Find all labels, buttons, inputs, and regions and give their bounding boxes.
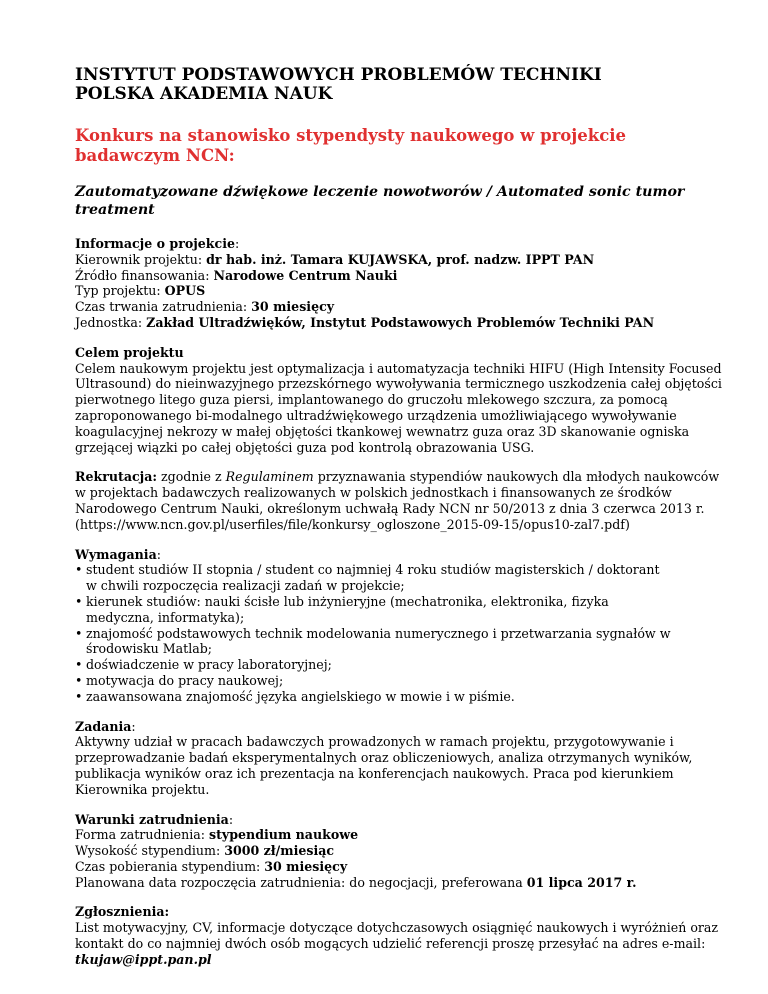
condition-row bbox=[75, 859, 728, 875]
tasks-heading: Zadania bbox=[75, 718, 132, 734]
project-info-heading: Informacje o projekcie bbox=[75, 236, 235, 251]
info-label: Typ projektu: bbox=[75, 283, 165, 299]
info-row bbox=[75, 252, 728, 268]
list-item bbox=[75, 562, 728, 594]
requirements-section bbox=[75, 547, 728, 705]
contest-title: Konkurs na stanowisko stypendysty naukowego w projekcie badawczym NCN: bbox=[75, 126, 627, 165]
condition-row bbox=[75, 843, 728, 859]
list-item-text: kierunek studiów: nauki ścisłe lub inżynieryjne (mechatronika, elektronika, fizyka bbox=[86, 593, 609, 609]
goal-line: Celem naukowym projektu jest optymalizacja i automatyzacja techniki HIFU (High Intensity Focused bbox=[75, 360, 722, 376]
condition-value: stypendium naukowe bbox=[209, 827, 359, 843]
list-item bbox=[75, 689, 728, 705]
tasks-line: publikacja wyników oraz ich prezentacja na konferencjach naukowych. Praca pod kierunkiem bbox=[75, 765, 674, 781]
goal-line: grzejącej wiązki po całej objętości guza pod kontrolą obrazowania USG. bbox=[75, 439, 535, 455]
heading-colon: : bbox=[156, 546, 161, 562]
applications-line: kontakt do co najmniej dwóch osób mogących udzielić referencji proszę przesyłać na adres e-mail: bbox=[75, 936, 706, 952]
applications-line: List motywacyjny, CV, informacje dotyczące dotychczasowych osiągnięć naukowych i wyróżnień oraz bbox=[75, 920, 719, 936]
list-item-text: doświadczenie w pracy laboratoryjnej; bbox=[86, 657, 332, 673]
list-item-text: w chwili rozpoczęcia realizacji zadań w projekcie; bbox=[86, 578, 405, 594]
institute-name: INSTYTUT PODSTAWOWYCH PROBLEMÓW TECHNIKI bbox=[75, 65, 602, 85]
heading-colon: : bbox=[228, 811, 234, 827]
heading-colon: : bbox=[131, 718, 136, 734]
info-value: Zakład Ultradźwięków, Instytut Podstawowych Problemów Techniki PAN bbox=[146, 314, 655, 330]
bullet-icon: • bbox=[75, 593, 83, 609]
requirements-list bbox=[75, 562, 728, 704]
condition-row bbox=[75, 827, 728, 843]
bullet-icon: • bbox=[75, 625, 83, 641]
tasks-section bbox=[75, 719, 728, 798]
condition-label: Forma zatrudnienia: bbox=[75, 827, 209, 843]
tasks-line: Aktywny udział w pracach badawczych prowadzonych w ramach projektu, przygotowywanie i bbox=[75, 734, 674, 750]
recruitment-line: w projektach badawczych realizowanych w polskich jednostkach i finansowanych ze środków bbox=[75, 485, 672, 501]
list-item bbox=[75, 594, 728, 626]
info-value: OPUS bbox=[164, 283, 206, 299]
list-item-text: znajomość podstawowych technik modelowania numerycznego i przetwarzania sygnałów w bbox=[86, 625, 671, 641]
goal-heading: Celem projektu bbox=[75, 344, 184, 360]
goal-section bbox=[75, 345, 728, 456]
list-item bbox=[75, 657, 728, 673]
conditions-heading: Warunki zatrudnienia bbox=[75, 811, 229, 827]
goal-line: zaproponowanego bi-modalnego ultradźwiękowego urządzenia umożliwiającego wywoływanie bbox=[75, 407, 677, 423]
list-item-text: motywacja do pracy naukowej; bbox=[86, 672, 284, 688]
project-info-section bbox=[75, 236, 728, 331]
condition-label: Wysokość stypendium: bbox=[75, 843, 225, 859]
project-title: Zautomatyzowane dźwiękowe leczenie nowotworów / Automated sonic tumor treatment bbox=[75, 184, 685, 218]
info-row bbox=[75, 268, 728, 284]
academy-name: POLSKA AKADEMIA NAUK bbox=[75, 84, 333, 104]
info-label: Jednostka: bbox=[75, 314, 147, 330]
institute-header bbox=[75, 66, 728, 104]
list-item-text: student studiów II stopnia / student co najmniej 4 roku studiów magisterskich / doktorant bbox=[86, 562, 660, 578]
conditions-section bbox=[75, 812, 728, 891]
recruitment-url: (https://www.ncn.gov.pl/userfiles/file/konkursy_ogloszone_2015-09-15/opus10-zal7.pdf) bbox=[75, 516, 630, 532]
list-item bbox=[75, 626, 728, 658]
tasks-line: przeprowadzanie badań eksperymentalnych oraz obliczeniowych, analiza otrzymanych wyników, bbox=[75, 750, 693, 766]
applications-section bbox=[75, 904, 728, 967]
applications-heading: Zgłosznienia: bbox=[75, 904, 170, 920]
regulamin-link: Regulaminem bbox=[225, 469, 314, 485]
condition-label: Czas pobierania stypendium: bbox=[75, 858, 265, 874]
condition-value: 01 lipca 2017 r. bbox=[526, 874, 637, 890]
condition-row bbox=[75, 875, 728, 891]
recruitment-line: Narodowego Centrum Nauki, określonym uchwałą Rady NCN nr 50/2013 z dnia 3 czerwca 2013 r. bbox=[75, 500, 705, 516]
goal-line: Ultrasound) do nieinwazyjnego przezskórnego wywoływania termicznego uszkodzenia całej objętości bbox=[75, 376, 722, 392]
recruitment-heading: Rekrutacja: bbox=[75, 469, 158, 485]
goal-line: pierwotnego litego guza piersi, implantowanego do gruczołu mlekowego szczura, za pomocą bbox=[75, 392, 668, 408]
list-item-text: zaawansowana znajomość języka angielskiego w mowie i w piśmie. bbox=[86, 688, 515, 704]
recruitment-text: przyznawania stypendiów naukowych dla młodych naukowców bbox=[313, 469, 720, 485]
recruitment-section bbox=[75, 469, 728, 532]
list-item-text: środowisku Matlab; bbox=[86, 641, 213, 657]
tasks-line: Kierownika projektu. bbox=[75, 781, 210, 797]
requirements-heading: Wymagania bbox=[75, 546, 157, 562]
info-label: Źródło finansowania: bbox=[75, 267, 214, 283]
bullet-icon: • bbox=[75, 657, 83, 673]
bullet-icon: • bbox=[75, 672, 83, 688]
recruitment-text: zgodnie z bbox=[157, 469, 226, 485]
contact-email[interactable]: tkujaw@ippt.pan.pl bbox=[75, 951, 212, 967]
info-label: Kierownik projektu: bbox=[75, 251, 207, 267]
condition-value: 30 miesięcy bbox=[264, 858, 348, 874]
condition-label: Planowana data rozpoczęcia zatrudnienia: do negocjacji, preferowana bbox=[75, 874, 527, 890]
bullet-icon: • bbox=[75, 562, 83, 578]
info-value: Narodowe Centrum Nauki bbox=[213, 267, 398, 283]
bullet-icon: • bbox=[75, 688, 83, 704]
info-row bbox=[75, 283, 728, 299]
info-label: Czas trwania zatrudnienia: bbox=[75, 299, 252, 315]
heading-colon: : bbox=[235, 236, 240, 251]
list-item-text: medyczna, informatyka); bbox=[86, 609, 245, 625]
list-item bbox=[75, 673, 728, 689]
info-value: dr hab. inż. Tamara KUJAWSKA, prof. nadzw. IPPT PAN bbox=[206, 251, 595, 267]
info-value: 30 miesięcy bbox=[251, 299, 335, 315]
info-row bbox=[75, 299, 728, 315]
info-row bbox=[75, 315, 728, 331]
condition-value: 3000 zł/miesiąc bbox=[224, 843, 335, 859]
goal-line: koagulacyjnej nekrozy w małej objętości tkankowej wewnatrz guza oraz 3D skanowanie ogniska bbox=[75, 423, 690, 439]
